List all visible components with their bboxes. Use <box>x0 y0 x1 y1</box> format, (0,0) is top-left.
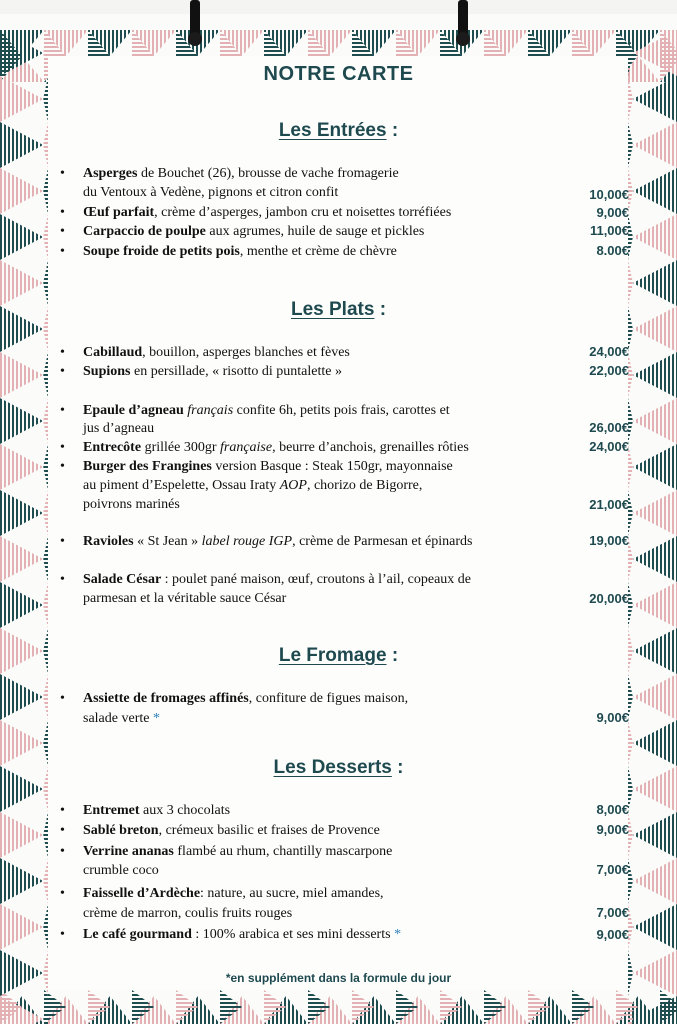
border-triangle <box>633 536 677 582</box>
price: 8,00€ <box>596 802 629 817</box>
bottom-border-pattern <box>0 990 677 1024</box>
menu-page: NOTRE CARTE Les Entrées : • Asperges de Bouchet (26), brousse de vache fromagerie du Ventoux à Vedène, pignons et citron confit 10,00€ • Œuf parfait, crème d’asperges, jambon cru et noisettes torréfiées 9,00€ • Carpaccio de poulpe aux agrumes, huile de sauge et pickles 11,00€ • Soupe froide de petits pois, menthe et crème de chèvre 8.00€ Les Plats : • Cabillaud, bouillon, asperges blanches et fèves 24,00€ • Supions en persillade, « risotto di puntalette » 22,00€ • Epaule d’agneau français confite 6h, petits pois frais, carottes et jus d’agneau 26,00€ • Entrecôte grillée 300gr française, beurre d’anchois, grenailles rôties 24,00€ • Burger des Frangines version Basque : Steak 150gr, mayonnaise au piment d’Espelette, Ossau Iraty AOP, chorizo de Bigorre, poivrons marinés 21,00€ • Ravioles « St Jean » label rouge IGP, crème de Parmesan et épinards 19,00€ • Salade César : poulet pané maison, œuf, croutons à l’ail, copeaux de parmesan et la véritable sauce César 20,00€ Le Fromage : • Assiette de fromages affinés, confiture de figues maison, salade verte * 9,00€ Les Desserts : • Entremet aux 3 chocolats 8,00€ • Sablé breton, crémeux basilic et fraises de Provence 9,00€ • Verrine ananas flambé au rhum, chantilly mascarpone crumble coco 7,00€ • Faisselle d’Ardèche: nature, au sucre, miel amandes, crème de marron, coulis fruits rouges 7,00€ • Le café gourmand : 100% arabica et ses mini desserts * 9,00€ *en supplément dans la formule du jour <box>0 0 677 1024</box>
border-triangle <box>0 444 43 490</box>
border-triangle <box>633 996 677 1024</box>
border-triangle <box>0 490 43 536</box>
price: 19,00€ <box>589 533 629 548</box>
border-triangle <box>0 674 43 720</box>
border-triangle <box>0 812 43 858</box>
border-triangle <box>0 352 43 398</box>
border-triangle <box>633 490 677 536</box>
price: 9,00€ <box>596 205 629 220</box>
border-triangle <box>633 214 677 260</box>
price: 26,00€ <box>589 420 629 435</box>
price: 7,00€ <box>596 862 629 877</box>
price: 7,00€ <box>596 905 629 920</box>
right-border-pattern <box>628 30 677 1024</box>
price: 24,00€ <box>589 439 629 454</box>
border-triangle <box>633 444 677 490</box>
border-triangle <box>0 398 43 444</box>
border-triangle <box>0 904 43 950</box>
border-triangle <box>633 398 677 444</box>
border-triangle <box>633 582 677 628</box>
section-heading-desserts: Les Desserts : <box>273 757 404 778</box>
section-heading-entrees: Les Entrées : <box>278 120 399 141</box>
border-triangle <box>0 582 43 628</box>
border-triangle <box>0 858 43 904</box>
border-triangle <box>628 996 633 1024</box>
border-triangle <box>0 536 43 582</box>
section-heading-fromage: Le Fromage : <box>278 645 399 666</box>
price: 21,00€ <box>589 497 629 512</box>
hole-right <box>456 32 470 46</box>
price: 9,00€ <box>596 822 629 837</box>
border-triangle <box>0 996 43 1024</box>
hole-left <box>188 32 202 46</box>
border-triangle <box>633 858 677 904</box>
price: 10,00€ <box>589 187 629 202</box>
border-triangle <box>0 168 43 214</box>
price: 8.00€ <box>596 243 629 258</box>
price: 22,00€ <box>589 363 629 378</box>
price: 24,00€ <box>589 344 629 359</box>
border-triangle <box>633 812 677 858</box>
footnote: *en supplément dans la formule du jour <box>225 971 452 985</box>
price: 11,00€ <box>589 223 629 238</box>
border-triangle <box>633 352 677 398</box>
price: 9,00€ <box>596 927 629 942</box>
price: 9,00€ <box>596 710 629 725</box>
border-triangle <box>633 168 677 214</box>
border-triangle <box>43 996 48 1024</box>
section-heading-plats: Les Plats : <box>290 299 387 320</box>
price: 20,00€ <box>589 591 629 606</box>
left-border-pattern <box>0 30 48 1024</box>
menu-title: NOTRE CARTE <box>263 63 414 85</box>
border-triangle <box>633 904 677 950</box>
border-triangle <box>633 674 677 720</box>
border-triangle <box>0 214 43 260</box>
